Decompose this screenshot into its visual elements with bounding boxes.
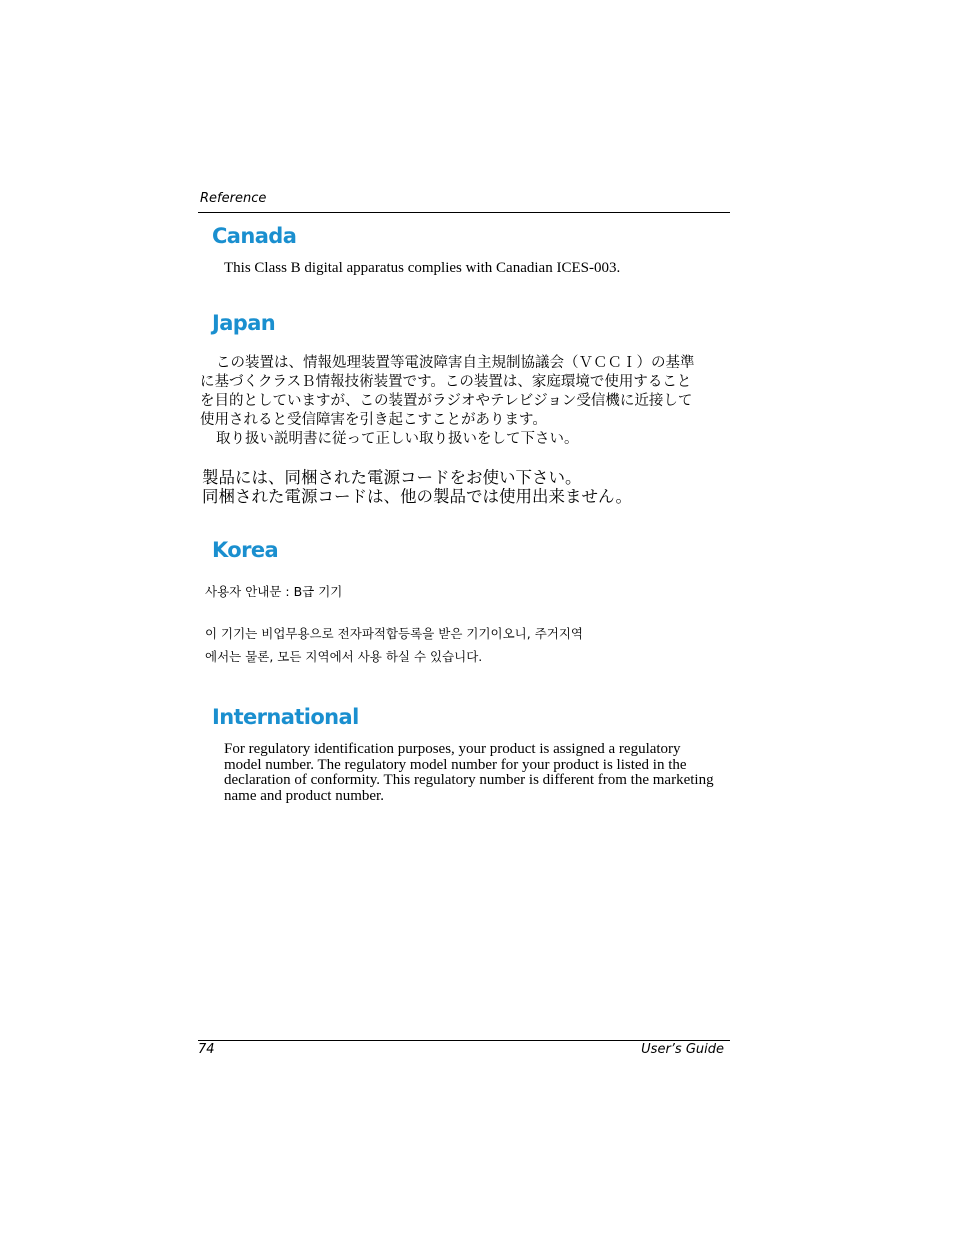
japan-vcci-notice (200, 354, 695, 449)
japan-cord-line: 同梱された電源コードは、他の製品では使用出来ません。 (202, 487, 632, 506)
japan-power-cord-notice (202, 468, 632, 506)
page-number: 74 (198, 1042, 215, 1057)
japan-cord-line: 製品には、同梱された電源コードをお使い下さい。 (202, 468, 582, 487)
korea-line: 이 기기는 비업무용으로 전자파적합등록을 받은 기기이오니, 주거지역 (205, 626, 583, 641)
japan-vcci-line: を目的としていますが、この装置がラジオやテレビジョン受信機に近接して (200, 393, 693, 409)
korea-line: 에서는 물론, 모든 지역에서 사용 하실 수 있습니다. (205, 649, 483, 664)
international-line: declaration of conformity. This regulatory number is different from the marketing (224, 772, 714, 789)
korea-heading: Korea (212, 538, 279, 562)
japan-vcci-line: に基づくクラスＢ情報技術装置です。この装置は、家庭環境で使用すること (200, 374, 692, 390)
korea-notice (205, 622, 583, 668)
canada-text: This Class B digital apparatus complies with Canadian ICES-003. (224, 260, 621, 276)
international-line: model number. The regulatory model number for your product is listed in the (224, 756, 687, 773)
japan-vcci-line: 使用されると受信障害を引き起こすことがあります。 (200, 412, 547, 428)
japan-vcci-line: この装置は、情報処理装置等電波障害自主規制協議会（ＶＣＣＩ）の基準 (216, 355, 695, 371)
footer-rule (198, 1040, 730, 1041)
international-heading: International (212, 705, 359, 729)
guide-title: User’s Guide (641, 1042, 724, 1057)
header-rule (198, 212, 730, 213)
canada-heading: Canada (212, 224, 297, 248)
korea-label: 사용자 안내문 : B급 기기 (205, 584, 343, 599)
running-header: Reference (200, 191, 267, 206)
japan-vcci-line: 取り扱い説明書に従って正しい取り扱いをして下さい。 (216, 431, 579, 447)
international-line: For regulatory identification purposes, your product is assigned a regulatory (224, 741, 681, 757)
japan-heading: Japan (212, 311, 276, 335)
international-text (224, 742, 714, 805)
international-line: name and product number. (224, 788, 384, 805)
